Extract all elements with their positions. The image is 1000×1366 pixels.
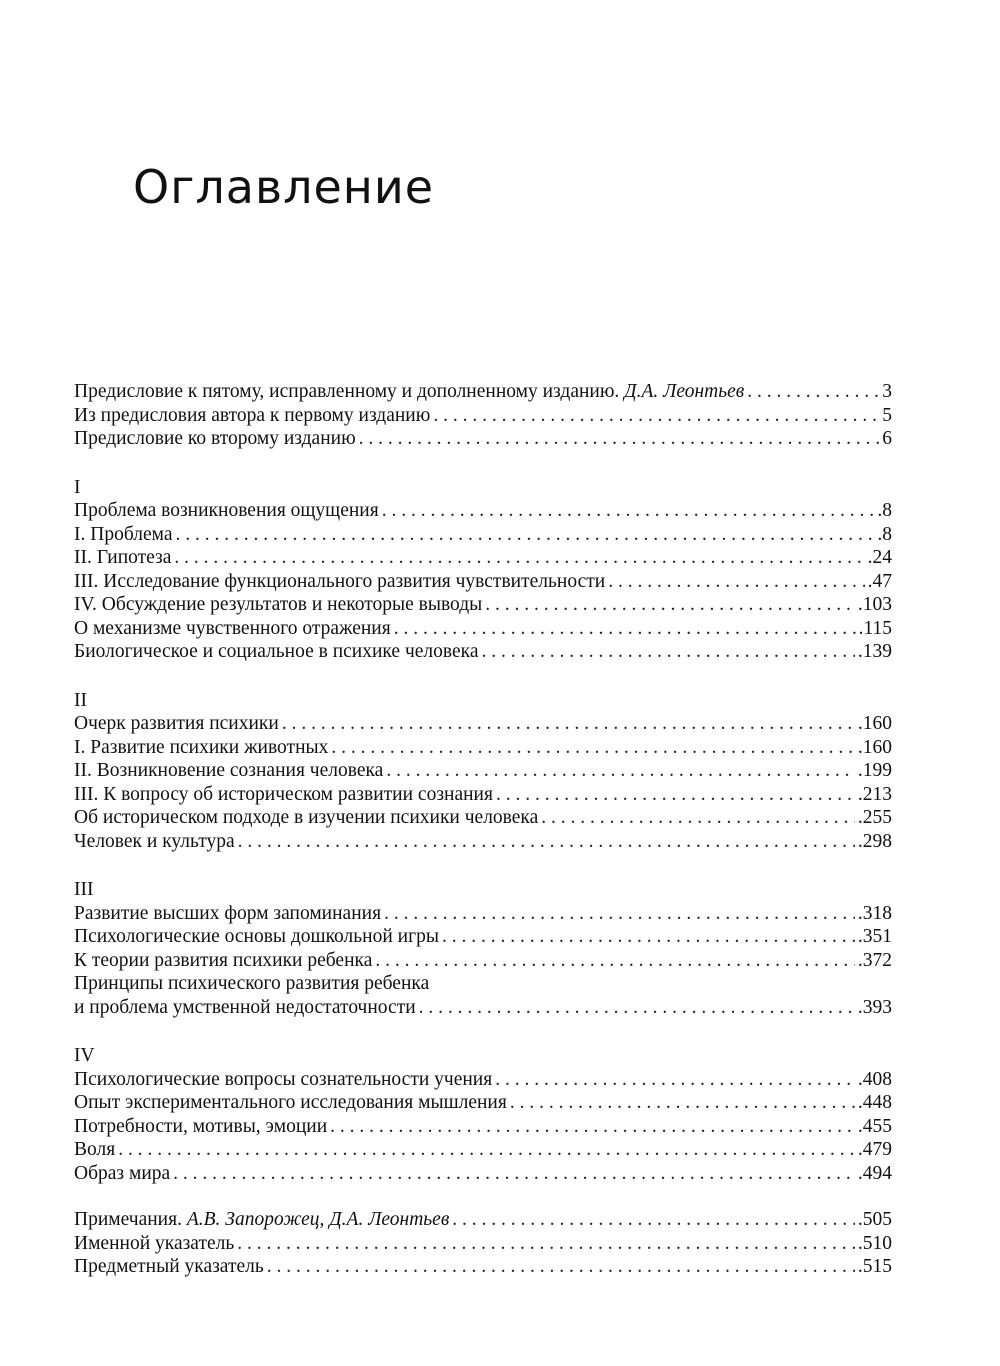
dot-leader bbox=[176, 523, 875, 547]
dot-leader bbox=[237, 1232, 855, 1256]
entry-label: Предисловие к пятому, исправленному и дополненному изданию. Д.А. Леонтьев bbox=[74, 381, 745, 402]
page-number: .199 bbox=[857, 760, 892, 781]
dot-leader bbox=[481, 640, 854, 664]
entry-label: Потребности, мотивы, эмоции bbox=[74, 1115, 328, 1137]
dot-leader bbox=[510, 1091, 855, 1115]
dot-leader bbox=[330, 1115, 855, 1139]
entry-label: Психологические вопросы сознательности учения bbox=[74, 1068, 493, 1090]
entry-label: Проблема возникновения ощущения bbox=[74, 500, 379, 521]
toc-entry bbox=[74, 736, 892, 760]
dot-leader bbox=[747, 380, 879, 404]
page-number: .115 bbox=[858, 617, 892, 639]
entry-label: Человек и культура bbox=[74, 830, 235, 852]
dot-leader bbox=[384, 902, 855, 926]
dot-leader bbox=[452, 1208, 855, 1232]
page-number: 3 bbox=[882, 381, 892, 402]
page-number: .408 bbox=[857, 1068, 892, 1090]
dot-leader bbox=[608, 570, 864, 594]
dot-leader bbox=[267, 1255, 855, 1279]
entry-author: А.В. Запорожец, Д.А. Леонтьев bbox=[186, 1209, 450, 1230]
page-number: .479 bbox=[857, 1139, 892, 1160]
section-numeral: II bbox=[74, 689, 87, 711]
page-number: .351 bbox=[857, 926, 892, 947]
dot-leader bbox=[331, 736, 855, 760]
page-number: .448 bbox=[857, 1092, 892, 1113]
toc-entry bbox=[74, 404, 892, 428]
toc-entry bbox=[74, 925, 892, 949]
page-number: .515 bbox=[857, 1256, 892, 1277]
toc-entry bbox=[74, 1068, 892, 1092]
section-numeral: IV bbox=[74, 1045, 95, 1066]
entry-label: III. К вопросу об историческом развитии сознания bbox=[74, 783, 493, 805]
entry-label: К теории развития психики ребенка bbox=[74, 949, 373, 971]
page-number: .494 bbox=[857, 1162, 892, 1184]
toc-entry bbox=[74, 617, 892, 641]
dot-leader bbox=[433, 404, 879, 428]
entry-label: IV. Обсуждение результатов и некоторые выводы bbox=[74, 594, 483, 615]
entry-label: Биологическое и социальное в психике человека bbox=[74, 641, 479, 662]
dot-leader bbox=[282, 712, 855, 736]
dot-leader bbox=[541, 806, 855, 830]
page-number: .8 bbox=[877, 523, 892, 545]
page-number: .298 bbox=[857, 830, 892, 852]
toc-entry bbox=[74, 523, 892, 547]
section-numeral: III bbox=[74, 879, 94, 900]
dot-leader bbox=[174, 546, 864, 570]
toc-entry bbox=[74, 712, 892, 736]
page-number: .505 bbox=[857, 1209, 892, 1230]
toc-entry bbox=[74, 593, 892, 617]
toc-entry bbox=[74, 546, 892, 570]
toc-entry bbox=[74, 380, 892, 404]
entry-label: Из предисловия автора к первому изданию bbox=[74, 404, 431, 426]
entry-label: Об историческом подходе в изучении психики человека bbox=[74, 807, 539, 828]
table-of-contents bbox=[74, 380, 892, 1279]
dot-leader bbox=[118, 1138, 855, 1162]
dot-leader bbox=[419, 996, 855, 1020]
entry-label: Именной указатель bbox=[74, 1232, 235, 1254]
entry-label: Опыт экспериментального исследования мышления bbox=[74, 1092, 507, 1113]
dot-leader bbox=[442, 925, 855, 949]
page-number: .139 bbox=[857, 641, 892, 662]
toc-entry bbox=[74, 1115, 892, 1139]
entry-label: II. Возникновение сознания человека bbox=[74, 760, 384, 781]
toc-entry bbox=[74, 1255, 892, 1279]
page-number: 5 bbox=[882, 404, 892, 426]
dot-leader bbox=[386, 759, 855, 783]
page-number: 6 bbox=[882, 428, 892, 449]
entry-label: Психологические основы дошкольной игры bbox=[74, 926, 439, 947]
entry-author: Д.А. Леонтьев bbox=[624, 381, 745, 402]
entry-label: Примечания. А.В. Запорожец, Д.А. Леонтьев bbox=[74, 1209, 450, 1230]
dot-leader bbox=[485, 593, 855, 617]
section-numeral: I bbox=[74, 476, 81, 498]
entry-label: I. Проблема bbox=[74, 523, 173, 545]
toc-entry bbox=[74, 427, 892, 451]
toc-entry bbox=[74, 1232, 892, 1256]
dot-leader bbox=[359, 427, 880, 451]
dot-leader bbox=[375, 949, 855, 973]
dot-leader bbox=[394, 617, 856, 641]
page-number: .393 bbox=[857, 996, 892, 1018]
toc-entry bbox=[74, 1208, 892, 1232]
toc-entry bbox=[74, 783, 892, 807]
dot-leader bbox=[238, 830, 855, 854]
toc-entry bbox=[74, 1162, 892, 1186]
page-number: .47 bbox=[867, 570, 892, 592]
page-number: .372 bbox=[857, 949, 892, 971]
entry-label: и проблема умственной недостаточности bbox=[74, 996, 416, 1018]
entry-label: II. Гипотеза bbox=[74, 547, 172, 568]
page-number: .318 bbox=[857, 902, 892, 924]
toc-entry bbox=[74, 996, 892, 1020]
dot-leader bbox=[495, 1068, 855, 1092]
dot-leader bbox=[382, 499, 875, 523]
page-number: .255 bbox=[857, 807, 892, 828]
entry-label: III. Исследование функционального развития чувствительности bbox=[74, 570, 606, 592]
entry-label: Образ мира bbox=[74, 1162, 171, 1184]
page-number: .510 bbox=[857, 1232, 892, 1254]
toc-entry bbox=[74, 830, 892, 854]
dot-leader bbox=[173, 1162, 855, 1186]
page-number: .455 bbox=[857, 1115, 892, 1137]
entry-label: Воля bbox=[74, 1139, 116, 1160]
page-number: .160 bbox=[857, 713, 892, 734]
toc-entry bbox=[74, 759, 892, 783]
toc-entry bbox=[74, 499, 892, 523]
toc-entry bbox=[74, 806, 892, 830]
entry-label: Предисловие ко второму изданию bbox=[74, 428, 356, 449]
toc-entry bbox=[74, 1091, 892, 1115]
page-number: .213 bbox=[857, 783, 892, 805]
toc-entry bbox=[74, 949, 892, 973]
toc-entry bbox=[74, 570, 892, 594]
toc-entry bbox=[74, 1138, 892, 1162]
page-number: .24 bbox=[867, 547, 892, 568]
entry-label: I. Развитие психики животных bbox=[74, 736, 329, 758]
page-number: .103 bbox=[857, 594, 892, 615]
toc-entry bbox=[74, 640, 892, 664]
toc-entry bbox=[74, 902, 892, 926]
toc-entry-line: Принципы психического развития ребенка bbox=[74, 973, 430, 994]
page-number: .8 bbox=[877, 500, 892, 521]
page-number: .160 bbox=[857, 736, 892, 758]
entry-label: Очерк развития психики bbox=[74, 713, 279, 734]
entry-label: О механизме чувственного отражения bbox=[74, 617, 391, 639]
dot-leader bbox=[496, 783, 855, 807]
entry-label: Развитие высших форм запоминания bbox=[74, 902, 382, 924]
page-title: Оглавление bbox=[133, 160, 435, 214]
entry-label: Предметный указатель bbox=[74, 1256, 264, 1277]
